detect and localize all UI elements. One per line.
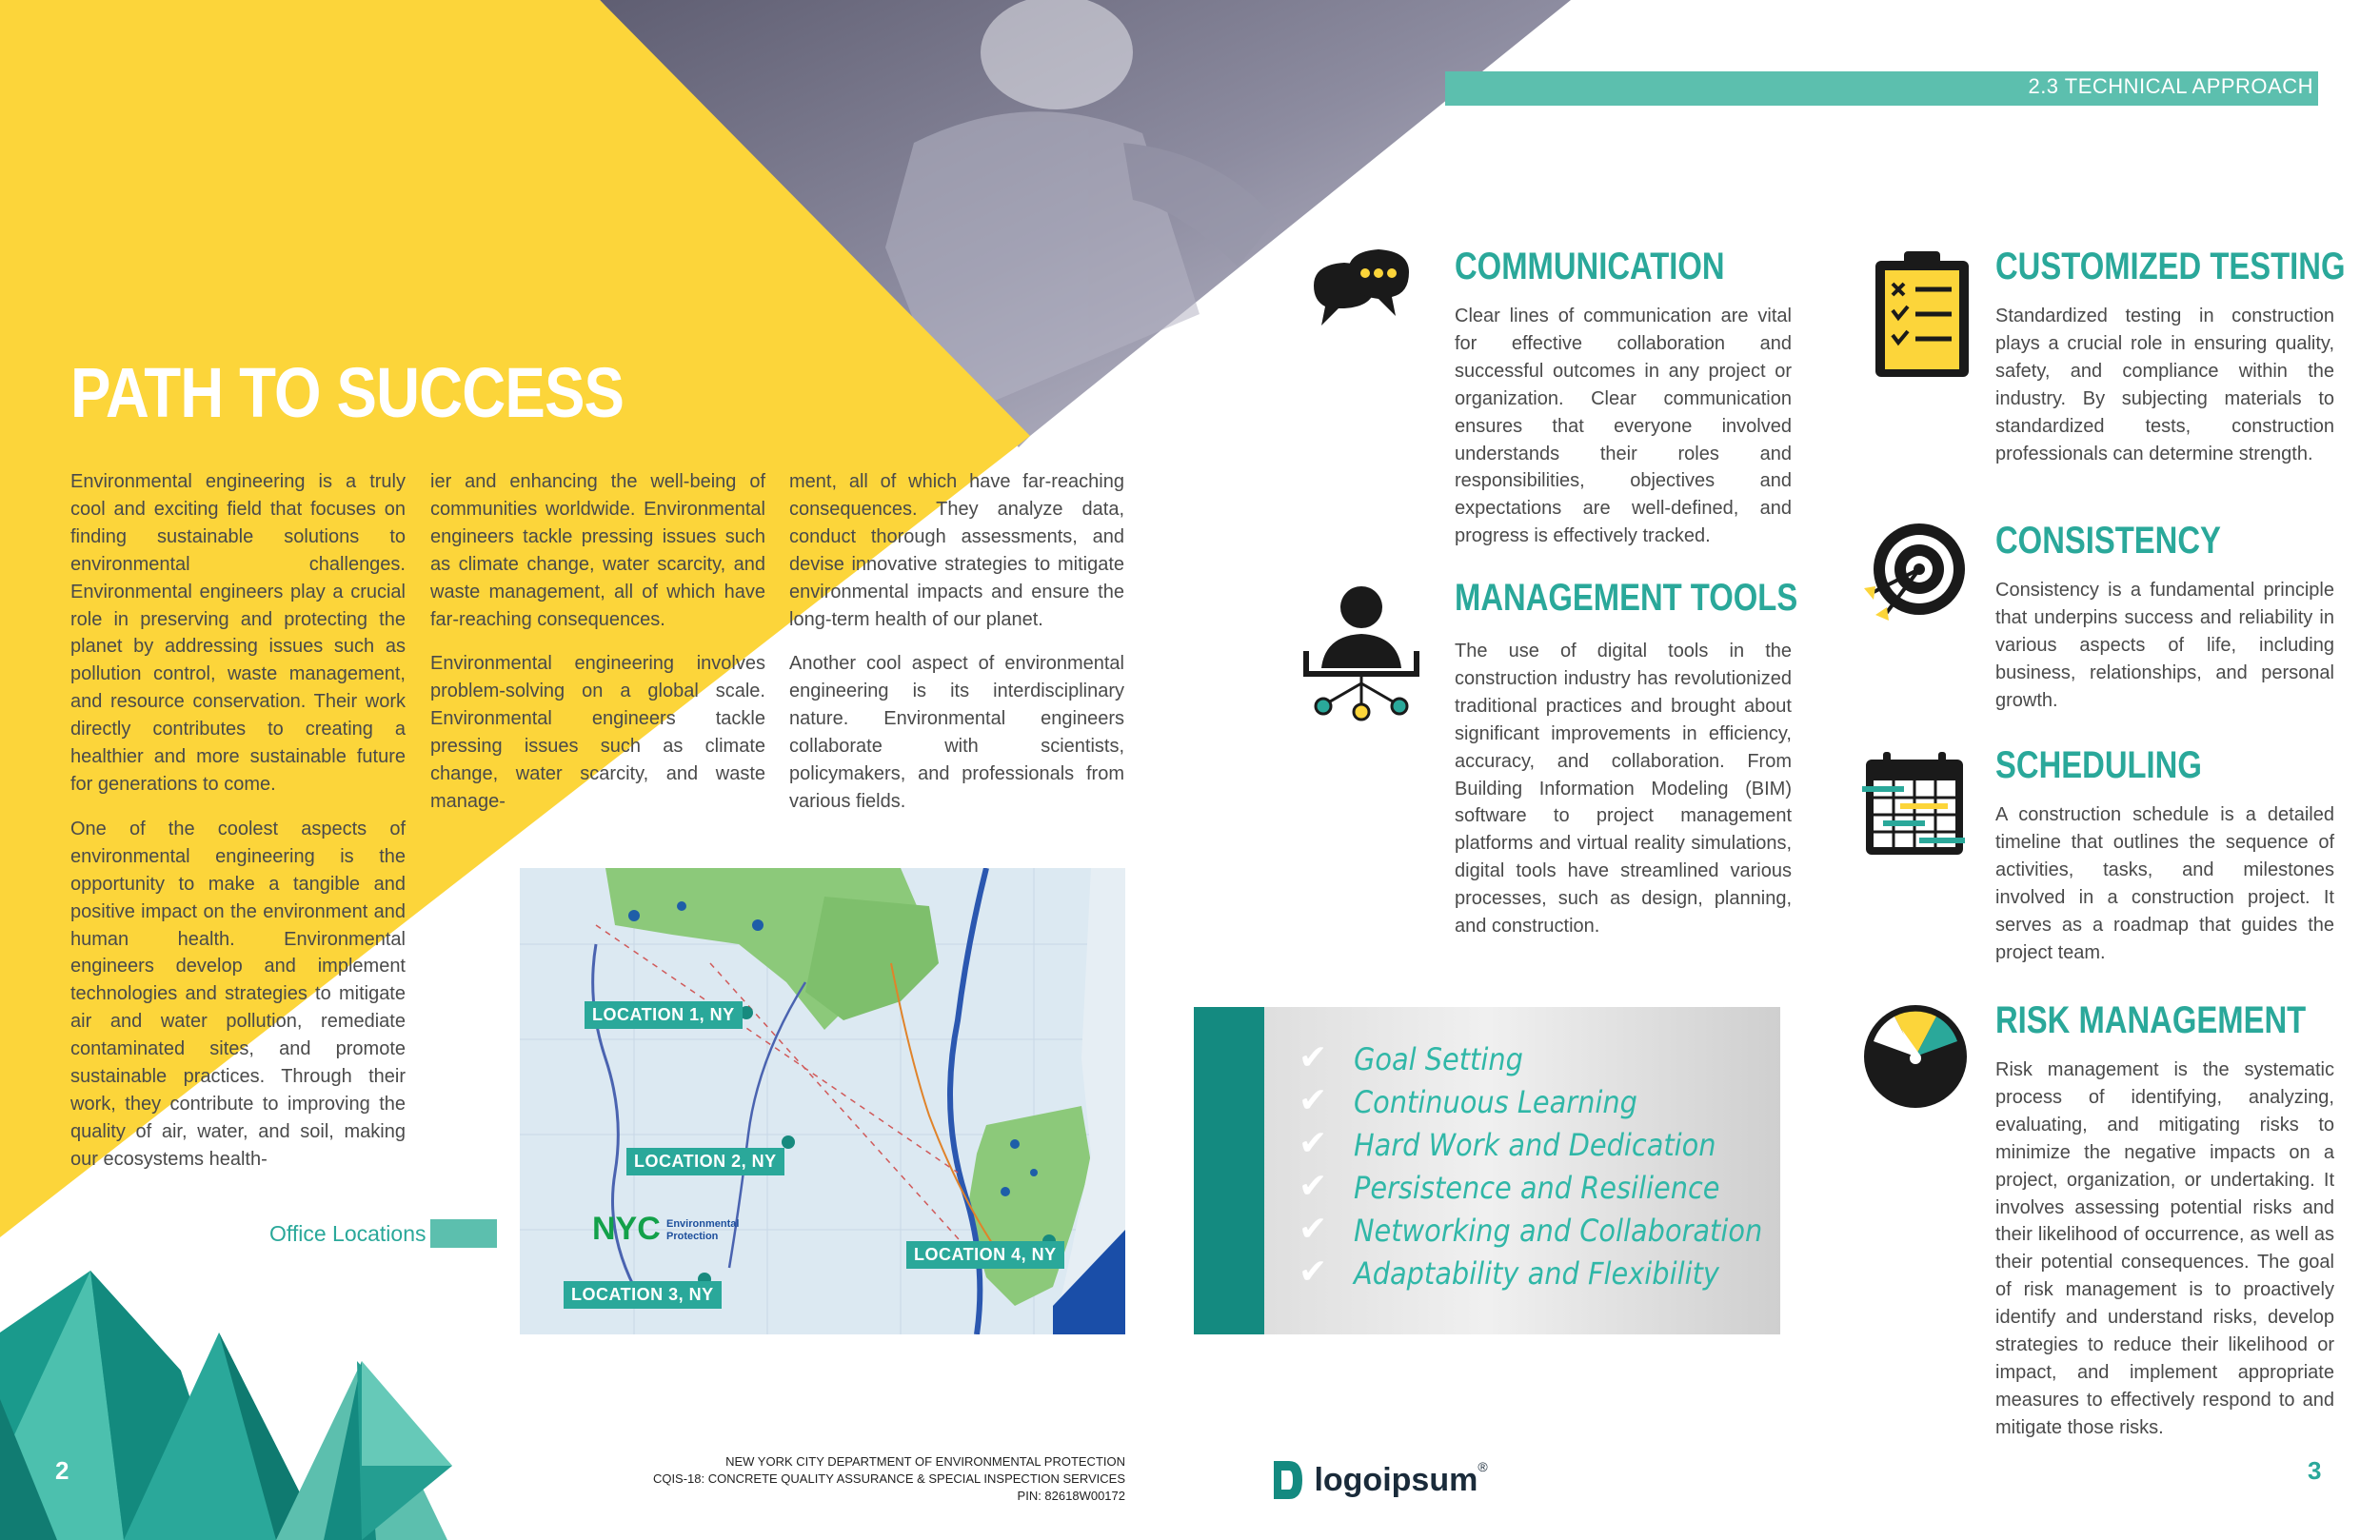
goals-panel-strip — [1194, 1007, 1264, 1334]
goal-item: Persistence and Resilience — [1354, 1170, 1720, 1206]
logo-text: logoipsum — [1314, 1461, 1478, 1498]
body-column-1 — [70, 468, 406, 1191]
body-column-2 — [430, 468, 765, 833]
goals-panel — [1194, 1007, 1780, 1334]
feature-title-consistency: CONSISTENCY — [1995, 520, 2221, 562]
company-logo — [1270, 1459, 1488, 1501]
office-locations-bar — [430, 1219, 497, 1248]
section-label: 2.3 TECHNICAL APPROACH — [2028, 74, 2313, 98]
office-locations-map — [520, 868, 1125, 1334]
check-icon: ✔ — [1299, 1037, 1328, 1076]
presenter-network-icon — [1302, 582, 1420, 732]
feature-text-customized-testing: Standardized testing in construction plays a crucial role in ensuring quality, safety, and compliance within the industry. By subjecting materials to standardized tests, construction professionals can determine strength. — [1995, 306, 2334, 464]
paragraph: Environmental engineering involves problem-solving on a global scale. Environmental engineers tackle pressing issues such as climate change, water scarcity, and waste manage- — [430, 653, 765, 812]
feature-title-scheduling: SCHEDULING — [1995, 744, 2202, 786]
paragraph: Environmental engineering is a truly cool and exciting field that focuses on finding sustainable solutions to environmental challenges. Environmental engineers play a crucial role in preserving and protecting the planet by addressing issues such as pollution control, waste management, and resource conservation. Their work directly contributes to creating a healthier and more sustainable future for generations to come. — [70, 471, 406, 795]
feature-text-consistency: Consistency is a fundamental principle that underpins success and reliability in various aspects of life, including business, relationships, and personal growth. — [1995, 580, 2334, 711]
feature-text-scheduling: A construction schedule is a detailed timeline that outlines the sequence of activities, tasks, and milestones involved in a construction project. It serves as a roadmap that guides the project team. — [1995, 804, 2334, 963]
logo-registered-mark: ® — [1478, 1459, 1488, 1474]
teal-mountains — [0, 1271, 452, 1540]
nyc-logo-line2: Protection — [666, 1231, 719, 1242]
goal-item: Adaptability and Flexibility — [1354, 1255, 1719, 1292]
map-location-label: LOCATION 3, NY — [564, 1281, 722, 1309]
feature-title-risk-management: RISK MANAGEMENT — [1995, 999, 2307, 1041]
goal-item: Hard Work and Dedication — [1354, 1127, 1716, 1163]
goal-item: Goal Setting — [1354, 1041, 1523, 1077]
speech-bubbles-icon — [1306, 247, 1413, 347]
logo-mark-icon — [1270, 1459, 1304, 1501]
page-number-left: 2 — [55, 1456, 69, 1485]
page-number-right: 3 — [2308, 1456, 2322, 1485]
feature-title-customized-testing: CUSTOMIZED TESTING — [1995, 246, 2346, 287]
feature-text-risk-management: Risk management is the systematic process of identifying, analyzing, evaluating, and mitigating risks to minimize the negative impacts on a project, organization, or undertaking. It involves assessing potential risks and their likelihood of occurrence, as well as their potential consequences. The goal of risk management is to proactively identify and understand risks, develop strategies to reduce their likelihood or impact, and implement appropriate measures to effectively respond to and mitigate those risks. — [1995, 1059, 2334, 1438]
check-icon: ✔ — [1299, 1252, 1328, 1291]
map-location-label: LOCATION 1, NY — [585, 1001, 743, 1029]
calendar-icon — [1862, 750, 1967, 863]
check-icon: ✔ — [1299, 1166, 1328, 1205]
gauge-icon — [1862, 1003, 1969, 1115]
feature-title-communication: COMMUNICATION — [1455, 246, 1725, 287]
feature-text-communication: Clear lines of communication are vital for effective collaboration and successful outcomes in any project or organization. Clear communication ensures that everyone involved understands their roles and responsibilities, objectives and expectations are well-defined, and progress is effectively tracked. — [1455, 306, 1792, 547]
check-icon: ✔ — [1299, 1080, 1328, 1119]
paragraph: ment, all of which have far-reaching consequences. They analyze data, conduct thorough assessments, and devise innovative strategies to mitigate environmental impacts and ensure the long-term health of our planet. — [789, 471, 1124, 630]
feature-text-management-tools: The use of digital tools in the construction industry has revolutionized traditional practices and brought about significant improvements in efficiency, accuracy, and collaboration. From Building Information Modeling (BIM) software to project management platforms and virtual reality simulations, digital tools have streamlined various processes, such as design, planning, and construction. — [1455, 641, 1792, 938]
body-column-3 — [789, 468, 1124, 833]
office-locations-label: Office Locations — [269, 1221, 426, 1246]
page-title: PATH TO SUCCESS — [70, 353, 625, 432]
paragraph: Another cool aspect of environmental engineering is its interdisciplinary nature. Environmental engineers collaborate with scientists, policymakers, and professionals from various fields. — [789, 653, 1124, 812]
paragraph: ier and enhancing the well-being of communities worldwide. Environmental engineers tackle pressing issues such as climate change, water scarcity, and waste management, all of which have far-reaching consequences. — [430, 471, 765, 630]
paragraph: One of the coolest aspects of environmental engineering is the opportunity to make a tangible and positive impact on the environment and human health. Environmental engineers develop and implement technologies and strategies to mitigate air and water pollution, remediate contaminated sites, and promote sustainable practices. Through their work, they contribute to improving the quality of air, water, and soil, making our ecosystems health- — [70, 818, 406, 1170]
footer-line-3: PIN: 82618W00172 — [1017, 1489, 1125, 1503]
goal-item: Continuous Learning — [1354, 1084, 1637, 1120]
check-icon: ✔ — [1299, 1209, 1328, 1248]
check-icon: ✔ — [1299, 1123, 1328, 1162]
clipboard-checklist-icon — [1872, 247, 1973, 385]
map-location-label: LOCATION 2, NY — [626, 1148, 784, 1175]
feature-title-management-tools: MANAGEMENT TOOLS — [1455, 577, 1798, 619]
goal-item: Networking and Collaboration — [1354, 1213, 1763, 1249]
footer-line-2: CQIS-18: CONCRETE QUALITY ASSURANCE & SPECIAL INSPECTION SERVICES — [652, 1471, 1125, 1486]
map-location-label: LOCATION 4, NY — [906, 1241, 1064, 1269]
nyc-logo-line1: Environmental — [666, 1218, 740, 1230]
target-arrows-icon — [1856, 520, 1971, 631]
footer-line-1: NEW YORK CITY DEPARTMENT OF ENVIRONMENTAL PROTECTION — [725, 1454, 1125, 1469]
nyc-logo-mark: NYC — [592, 1211, 661, 1247]
